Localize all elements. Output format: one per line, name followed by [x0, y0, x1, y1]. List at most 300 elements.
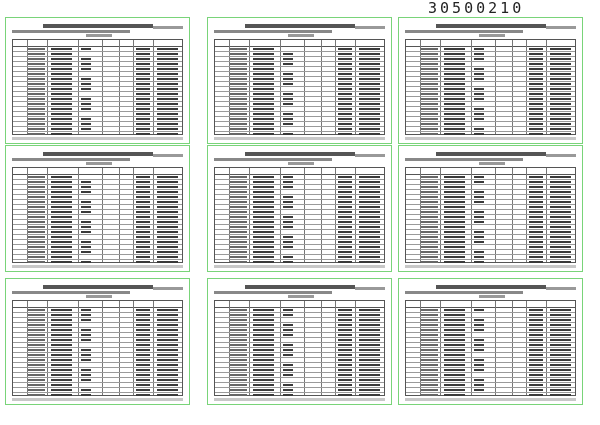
table-row-rule — [215, 239, 384, 240]
table-cell-mark — [359, 251, 380, 253]
table-row-rule — [13, 332, 182, 333]
table-cell-mark — [253, 191, 274, 193]
table-cell-mark — [81, 369, 91, 371]
table-cell-mark — [51, 211, 72, 213]
table-cell-mark — [28, 339, 45, 341]
table-column-rule — [119, 301, 120, 395]
table-cell-mark — [550, 374, 571, 376]
table-cell-mark — [550, 191, 571, 193]
panel-subtitle-mark — [405, 158, 523, 161]
table-cell-mark — [28, 113, 45, 115]
table-cell-mark — [474, 261, 484, 263]
table-column-rule — [512, 301, 513, 395]
table-cell-mark — [338, 98, 352, 100]
table-row-rule — [406, 239, 575, 240]
table-column-rule — [280, 168, 281, 262]
table-cell-mark — [338, 78, 352, 80]
table-column-rule — [304, 168, 305, 262]
table-row-rule — [215, 66, 384, 67]
table-cell-mark — [338, 241, 352, 243]
table-row-rule — [406, 382, 575, 383]
table-column-rule — [102, 168, 103, 262]
panel-center-mark — [479, 34, 505, 37]
table-cell-mark — [51, 251, 72, 253]
table-cell-mark — [474, 236, 484, 238]
table-cell-mark — [474, 128, 484, 130]
table-cell-mark — [338, 186, 352, 188]
table-cell-mark — [359, 379, 380, 381]
table-cell-mark — [230, 364, 247, 366]
table-cell-mark — [421, 256, 438, 258]
table-cell-mark — [529, 354, 543, 356]
table-row-rule — [13, 81, 182, 82]
table-cell-mark — [359, 339, 380, 341]
table-cell-mark — [359, 231, 380, 233]
table-cell-mark — [359, 83, 380, 85]
table-cell-mark — [550, 359, 571, 361]
table-cell-mark — [28, 394, 45, 396]
table-cell-mark — [338, 369, 352, 371]
table-cell-mark — [550, 53, 571, 55]
table-row-rule — [13, 111, 182, 112]
table-cell-mark — [51, 58, 72, 60]
table-row-rule — [215, 224, 384, 225]
table-cell-mark — [529, 113, 543, 115]
table-cell-mark — [253, 364, 274, 366]
table-cell-mark — [28, 73, 45, 75]
table-cell-mark — [28, 334, 45, 336]
table-row-rule — [13, 387, 182, 388]
table-cell-mark — [338, 83, 352, 85]
table-cell-mark — [529, 196, 543, 198]
table-cell-mark — [283, 394, 293, 396]
table-row-rule — [13, 66, 182, 67]
table-cell-mark — [51, 113, 72, 115]
panel-date-mark — [153, 287, 183, 290]
table-cell-mark — [51, 394, 72, 396]
table-cell-mark — [359, 314, 380, 316]
table-cell-mark — [338, 314, 352, 316]
table-cell-mark — [230, 339, 247, 341]
table-cell-mark — [28, 176, 45, 178]
table-cell-mark — [253, 118, 274, 120]
table-cell-mark — [283, 176, 293, 178]
table-cell-mark — [51, 133, 72, 135]
table-column-rule — [512, 40, 513, 134]
table-cell-mark — [230, 211, 247, 213]
table-cell-mark — [338, 389, 352, 391]
table-row-rule — [13, 347, 182, 348]
table-cell-mark — [338, 196, 352, 198]
table-cell-mark — [157, 118, 178, 120]
table-row-rule — [13, 184, 182, 185]
table-column-rule — [321, 301, 322, 395]
table-cell-mark — [136, 128, 150, 130]
table-column-rule — [47, 40, 48, 134]
table-cell-mark — [253, 329, 274, 331]
table-cell-mark — [283, 261, 293, 263]
table-cell-mark — [157, 88, 178, 90]
table-cell-mark — [359, 113, 380, 115]
table-cell-mark — [550, 256, 571, 258]
table-cell-mark — [136, 108, 150, 110]
table-row-rule — [13, 352, 182, 353]
panel-subtitle-mark — [12, 30, 130, 33]
table-cell-mark — [421, 251, 438, 253]
table-column-rule — [526, 168, 527, 262]
table-cell-mark — [157, 339, 178, 341]
table-cell-mark — [51, 379, 72, 381]
table-cell-mark — [338, 384, 352, 386]
table-cell-mark — [51, 73, 72, 75]
table-cell-mark — [444, 359, 465, 361]
table-cell-mark — [253, 374, 274, 376]
table-row-rule — [13, 327, 182, 328]
table-cell-mark — [81, 241, 91, 243]
table-cell-mark — [444, 256, 465, 258]
table-cell-mark — [550, 384, 571, 386]
table-cell-mark — [474, 201, 484, 203]
table-row-rule — [13, 194, 182, 195]
table-row-rule — [406, 342, 575, 343]
table-cell-mark — [359, 88, 380, 90]
table-cell-mark — [51, 241, 72, 243]
table-cell-mark — [230, 133, 247, 135]
table-row-rule — [406, 81, 575, 82]
table-cell-mark — [444, 349, 465, 351]
table-cell-mark — [230, 221, 247, 223]
table-cell-mark — [444, 384, 465, 386]
panel-center-mark — [479, 162, 505, 165]
table-row-rule — [215, 184, 384, 185]
table-column-rule — [355, 168, 356, 262]
table-cell-mark — [338, 261, 352, 263]
table-cell-mark — [421, 186, 438, 188]
table-row-rule — [215, 254, 384, 255]
table-cell-mark — [421, 349, 438, 351]
table-row-rule — [406, 357, 575, 358]
table-cell-mark — [136, 63, 150, 65]
table-cell-mark — [529, 206, 543, 208]
table-cell-mark — [81, 231, 91, 233]
table-cell-mark — [421, 191, 438, 193]
table-cell-mark — [81, 206, 91, 208]
table-cell-mark — [157, 389, 178, 391]
table-row-rule — [406, 214, 575, 215]
table-row-rule — [406, 51, 575, 52]
table-row-rule — [215, 367, 384, 368]
table-cell-mark — [421, 78, 438, 80]
table-cell-mark — [81, 394, 91, 396]
table-row-rule — [13, 199, 182, 200]
table-cell-mark — [230, 176, 247, 178]
table-cell-mark — [359, 369, 380, 371]
table-cell-mark — [529, 48, 543, 50]
table-cell-mark — [28, 186, 45, 188]
table-cell-mark — [136, 364, 150, 366]
table-cell-mark — [421, 181, 438, 183]
table-cell-mark — [157, 98, 178, 100]
table-cell-mark — [550, 324, 571, 326]
table-cell-mark — [283, 369, 293, 371]
table-cell-mark — [529, 344, 543, 346]
table-cell-mark — [338, 379, 352, 381]
table-column-rule — [355, 301, 356, 395]
panel-date-mark — [355, 287, 385, 290]
table-cell-mark — [550, 236, 571, 238]
table-cell-mark — [529, 108, 543, 110]
table-column-rule — [546, 40, 547, 134]
table-cell-mark — [230, 324, 247, 326]
table-cell-mark — [444, 48, 465, 50]
table-row-rule — [406, 362, 575, 363]
table-row-rule — [215, 51, 384, 52]
table-cell-mark — [444, 354, 465, 356]
table-row-rule — [215, 332, 384, 333]
table-cell-mark — [550, 201, 571, 203]
table-cell-mark — [529, 314, 543, 316]
table-header-row — [215, 168, 384, 175]
table-cell-mark — [283, 216, 293, 218]
table-column-rule — [249, 40, 250, 134]
table-row-rule — [215, 259, 384, 260]
table-cell-mark — [28, 206, 45, 208]
table-row-rule — [13, 367, 182, 368]
table-cell-mark — [51, 334, 72, 336]
table-cell-mark — [51, 53, 72, 55]
table-cell-mark — [230, 241, 247, 243]
table-cell-mark — [253, 181, 274, 183]
table-cell-mark — [529, 53, 543, 55]
table-cell-mark — [338, 211, 352, 213]
table-cell-mark — [529, 231, 543, 233]
table-cell-mark — [421, 374, 438, 376]
table-cell-mark — [230, 196, 247, 198]
table-cell-mark — [529, 88, 543, 90]
table-cell-mark — [136, 256, 150, 258]
table-cell-mark — [81, 118, 91, 120]
table-header-row — [406, 168, 575, 175]
table-column-rule — [546, 301, 547, 395]
table-cell-mark — [444, 128, 465, 130]
table-cell-mark — [136, 384, 150, 386]
table-cell-mark — [81, 181, 91, 183]
table-cell-mark — [444, 389, 465, 391]
table-cell-mark — [550, 68, 571, 70]
table-row-rule — [13, 254, 182, 255]
table-cell-mark — [157, 211, 178, 213]
table-row-rule — [13, 204, 182, 205]
table-cell-mark — [421, 108, 438, 110]
table-cell-mark — [253, 103, 274, 105]
table-cell-mark — [253, 339, 274, 341]
table-cell-mark — [51, 83, 72, 85]
table-cell-mark — [230, 314, 247, 316]
table-cell-mark — [359, 256, 380, 258]
table-column-rule — [78, 301, 79, 395]
table-row-rule — [215, 362, 384, 363]
table-cell-mark — [421, 216, 438, 218]
table-row-rule — [406, 372, 575, 373]
table-row-rule — [215, 96, 384, 97]
table-cell-mark — [550, 58, 571, 60]
table-cell-mark — [550, 251, 571, 253]
table-cell-mark — [474, 73, 484, 75]
table-cell-mark — [444, 369, 465, 371]
table-row-rule — [215, 387, 384, 388]
table-cell-mark — [283, 78, 293, 80]
table-cell-mark — [529, 324, 543, 326]
form-panel — [207, 17, 392, 144]
table-cell-mark — [81, 319, 91, 321]
table-column-rule — [546, 168, 547, 262]
table-cell-mark — [550, 246, 571, 248]
table-header-row — [13, 40, 182, 47]
table-cell-mark — [157, 329, 178, 331]
table-cell-mark — [253, 344, 274, 346]
table-cell-mark — [444, 339, 465, 341]
table-cell-mark — [529, 103, 543, 105]
table-cell-mark — [338, 216, 352, 218]
panel-center-mark — [288, 162, 314, 165]
table-cell-mark — [230, 73, 247, 75]
table-cell-mark — [136, 53, 150, 55]
table-cell-mark — [474, 359, 484, 361]
table-row-rule — [215, 214, 384, 215]
table-row-rule — [406, 209, 575, 210]
table-cell-mark — [444, 236, 465, 238]
table-cell-mark — [421, 93, 438, 95]
table-cell-mark — [338, 324, 352, 326]
table-cell-mark — [81, 334, 91, 336]
table-cell-mark — [421, 113, 438, 115]
table-cell-mark — [550, 364, 571, 366]
table-cell-mark — [283, 181, 293, 183]
table-row-rule — [215, 131, 384, 132]
table-row-rule — [13, 312, 182, 313]
table-cell-mark — [359, 68, 380, 70]
table-cell-mark — [51, 226, 72, 228]
table-cell-mark — [157, 394, 178, 396]
table-cell-mark — [51, 123, 72, 125]
table-cell-mark — [230, 354, 247, 356]
table-cell-mark — [253, 133, 274, 135]
table-cell-mark — [359, 359, 380, 361]
table-cell-mark — [253, 389, 274, 391]
table-row-rule — [406, 332, 575, 333]
table-row-rule — [13, 392, 182, 393]
table-cell-mark — [444, 191, 465, 193]
panel-center-mark — [288, 295, 314, 298]
table-cell-mark — [51, 369, 72, 371]
table-cell-mark — [28, 216, 45, 218]
table-cell-mark — [359, 78, 380, 80]
table-cell-mark — [28, 53, 45, 55]
table-cell-mark — [253, 221, 274, 223]
table-cell-mark — [421, 324, 438, 326]
panel-table — [214, 167, 385, 263]
table-cell-mark — [529, 359, 543, 361]
table-cell-mark — [157, 379, 178, 381]
table-cell-mark — [230, 113, 247, 115]
table-cell-mark — [421, 231, 438, 233]
table-row-rule — [215, 249, 384, 250]
table-cell-mark — [136, 324, 150, 326]
table-cell-mark — [230, 329, 247, 331]
table-cell-mark — [253, 58, 274, 60]
panel-date-mark — [355, 154, 385, 157]
table-cell-mark — [28, 374, 45, 376]
table-cell-mark — [230, 53, 247, 55]
table-cell-mark — [51, 201, 72, 203]
table-cell-mark — [474, 113, 484, 115]
table-header-row — [215, 40, 384, 47]
table-cell-mark — [157, 334, 178, 336]
form-panel — [398, 278, 583, 405]
table-cell-mark — [529, 384, 543, 386]
table-cell-mark — [283, 309, 293, 311]
panel-footnote-mark — [214, 398, 385, 401]
table-cell-mark — [444, 78, 465, 80]
table-cell-mark — [51, 216, 72, 218]
table-cell-mark — [444, 246, 465, 248]
table-cell-mark — [51, 128, 72, 130]
table-cell-mark — [444, 314, 465, 316]
table-cell-mark — [253, 176, 274, 178]
table-row-rule — [406, 76, 575, 77]
table-cell-mark — [474, 58, 484, 60]
table-row-rule — [13, 106, 182, 107]
table-cell-mark — [529, 261, 543, 263]
table-row-rule — [215, 111, 384, 112]
table-row-rule — [406, 204, 575, 205]
table-row-rule — [215, 179, 384, 180]
panel-subtitle-mark — [214, 291, 332, 294]
table-cell-mark — [28, 103, 45, 105]
table-cell-mark — [157, 58, 178, 60]
table-cell-mark — [550, 83, 571, 85]
table-cell-mark — [338, 123, 352, 125]
table-cell-mark — [28, 359, 45, 361]
table-cell-mark — [136, 176, 150, 178]
table-cell-mark — [474, 256, 484, 258]
panel-center-mark — [86, 162, 112, 165]
panel-footnote-mark — [214, 137, 385, 140]
table-cell-mark — [444, 201, 465, 203]
table-cell-mark — [28, 48, 45, 50]
table-row-rule — [406, 194, 575, 195]
table-row-rule — [13, 91, 182, 92]
table-cell-mark — [51, 108, 72, 110]
table-row-rule — [13, 219, 182, 220]
table-cell-mark — [28, 63, 45, 65]
table-cell-mark — [474, 369, 484, 371]
table-cell-mark — [550, 394, 571, 396]
table-row-rule — [406, 224, 575, 225]
table-cell-mark — [157, 53, 178, 55]
table-cell-mark — [359, 73, 380, 75]
table-cell-mark — [338, 236, 352, 238]
table-cell-mark — [51, 324, 72, 326]
table-cell-mark — [230, 261, 247, 263]
table-column-rule — [526, 301, 527, 395]
table-cell-mark — [529, 191, 543, 193]
table-cell-mark — [338, 364, 352, 366]
table-cell-mark — [550, 334, 571, 336]
table-cell-mark — [444, 364, 465, 366]
panel-subtitle-mark — [12, 291, 130, 294]
table-cell-mark — [550, 221, 571, 223]
